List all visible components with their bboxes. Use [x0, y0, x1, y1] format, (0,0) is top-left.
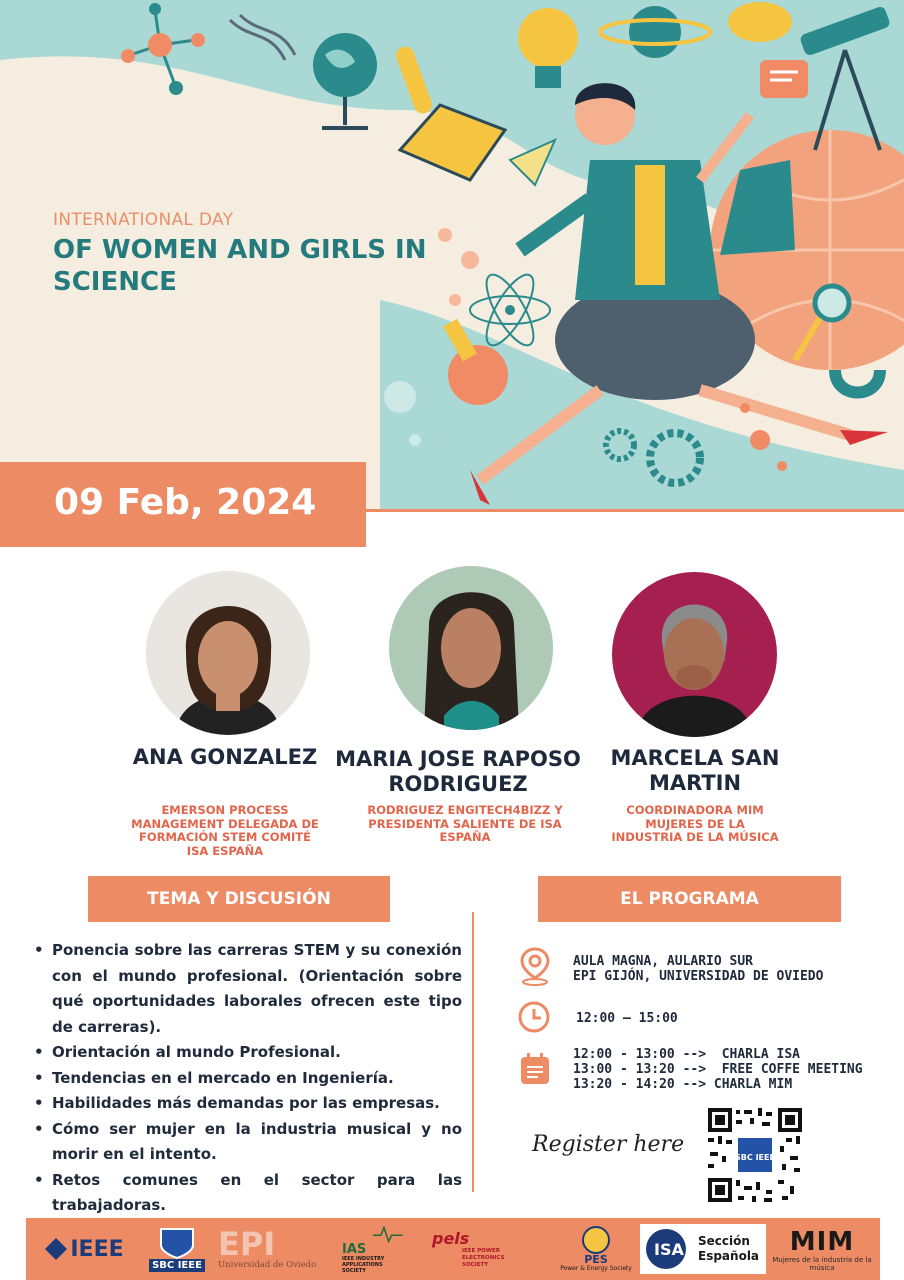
ias-logo-text: IAS [342, 1242, 367, 1257]
epi-logo-subtext: Universidad de Oviedo [218, 1260, 317, 1270]
hero-divider [366, 509, 904, 512]
ias-wave-icon [342, 1226, 412, 1243]
pes-logo-text: PES [584, 1253, 608, 1266]
register-label: Register here [532, 1132, 685, 1157]
ias-logo [342, 1226, 420, 1274]
registration-qr-code[interactable] [706, 1106, 804, 1204]
ieee-logo [34, 1230, 134, 1268]
event-date: 09 Feb, 2024 [54, 482, 317, 523]
pes-logo-subtext: Power & Energy Society [560, 1265, 632, 1272]
speaker-role: COORDINADORA MIM MUJERES DE LA INDUSTRIA DE LA MÚSICA [611, 803, 779, 844]
sbc-shield-icon [157, 1227, 197, 1259]
epi-logo-text: EPI [218, 1225, 276, 1263]
speaker-name: ANA GONZALEZ [132, 745, 318, 769]
mim-logo [766, 1222, 878, 1278]
location-line-1: AULA MAGNA, AULARIO SUR [573, 954, 754, 969]
pes-globe-icon [578, 1226, 614, 1254]
list-item: • Orientación al mundo Profesional. [32, 1040, 462, 1066]
ieee-diamond-icon [44, 1237, 68, 1261]
pels-logo-text: pels [432, 1229, 470, 1248]
list-item: • Tendencias en el mercado en Ingeniería. [32, 1066, 462, 1092]
ias-logo-subtext: IEEE INDUSTRY APPLICATIONS SOCIETY [342, 1256, 385, 1274]
time-range: 12:00 – 15:00 [576, 1011, 678, 1026]
topics-heading: TEMA Y DISCUSIÓN [88, 876, 390, 922]
event-title-small: INTERNATIONAL DAY [53, 210, 234, 230]
event-title-main: OF WOMEN AND GIRLS IN SCIENCE [53, 235, 427, 297]
hero-banner [0, 0, 904, 512]
program-heading: EL PROGRAMA [538, 876, 841, 922]
event-title [53, 210, 433, 298]
isa-logo-text: ISA [654, 1240, 684, 1259]
mim-logo-text: MIM [789, 1227, 855, 1257]
section-divider [472, 912, 474, 1192]
speaker-role: RODRIGUEZ ENGITECH4BIZZ Y PRESIDENTA SALIENTE DE ISA ESPAÑA [367, 803, 563, 844]
qr-center-logo: SBC IEEE [735, 1153, 775, 1162]
schedule-item: 13:20 - 14:20 --> CHARLA MIM [573, 1077, 793, 1092]
clock-icon [517, 1000, 551, 1034]
topics-list [32, 938, 462, 1219]
epi-logo [218, 1224, 328, 1274]
speaker-photo-marcela [612, 572, 777, 737]
location-pin-icon [518, 946, 552, 986]
sbc-ieee-logo-text: SBC IEEE [149, 1259, 205, 1272]
schedule-item: 13:00 - 13:20 --> FREE COFFE MEETING [573, 1062, 863, 1077]
pels-logo [432, 1226, 532, 1272]
location-line-2: EPI GIJÓN, UNIVERSIDAD DE OVIEDO [573, 969, 824, 984]
speaker-photo-ana [146, 571, 310, 735]
calendar-icon [520, 1053, 550, 1085]
isa-logo [640, 1224, 766, 1274]
speaker-photo-maria-jose [389, 566, 553, 730]
schedule-item: 12:00 - 13:00 --> CHARLA ISA [573, 1047, 800, 1062]
speaker-name: MARIA JOSE RAPOSO RODRIGUEZ [335, 747, 581, 796]
isa-logo-subtext: Sección Española [698, 1234, 760, 1263]
list-item: • Cómo ser mujer en la industria musical y no morir en el intento. [32, 1117, 462, 1168]
pes-logo [556, 1224, 636, 1274]
speaker-name: MARCELA SAN MARTIN [610, 746, 780, 795]
pels-logo-subtext: IEEE POWER ELECTRONICS SOCIETY [462, 1248, 505, 1268]
ieee-logo-text: IEEE [70, 1236, 124, 1262]
mim-logo-subtext: Mujeres de la industria de la música [772, 1256, 872, 1272]
sponsor-footer [26, 1218, 880, 1280]
list-item: • Habilidades más demandas por las empresas. [32, 1091, 462, 1117]
list-item: • Retos comunes en el sector para las trabajadoras. [32, 1168, 462, 1219]
sbc-ieee-logo [148, 1222, 206, 1276]
list-item: • Ponencia sobre las carreras STEM y su conexión con el mundo profesional. (Orientación sobre qué oportunidades laborales ofrecen este tipo de carreras). [32, 938, 462, 1040]
speaker-role: EMERSON PROCESS MANAGEMENT DELEGADA DE FORMACIÓN STEM COMITÉ ISA ESPAÑA [131, 803, 319, 858]
